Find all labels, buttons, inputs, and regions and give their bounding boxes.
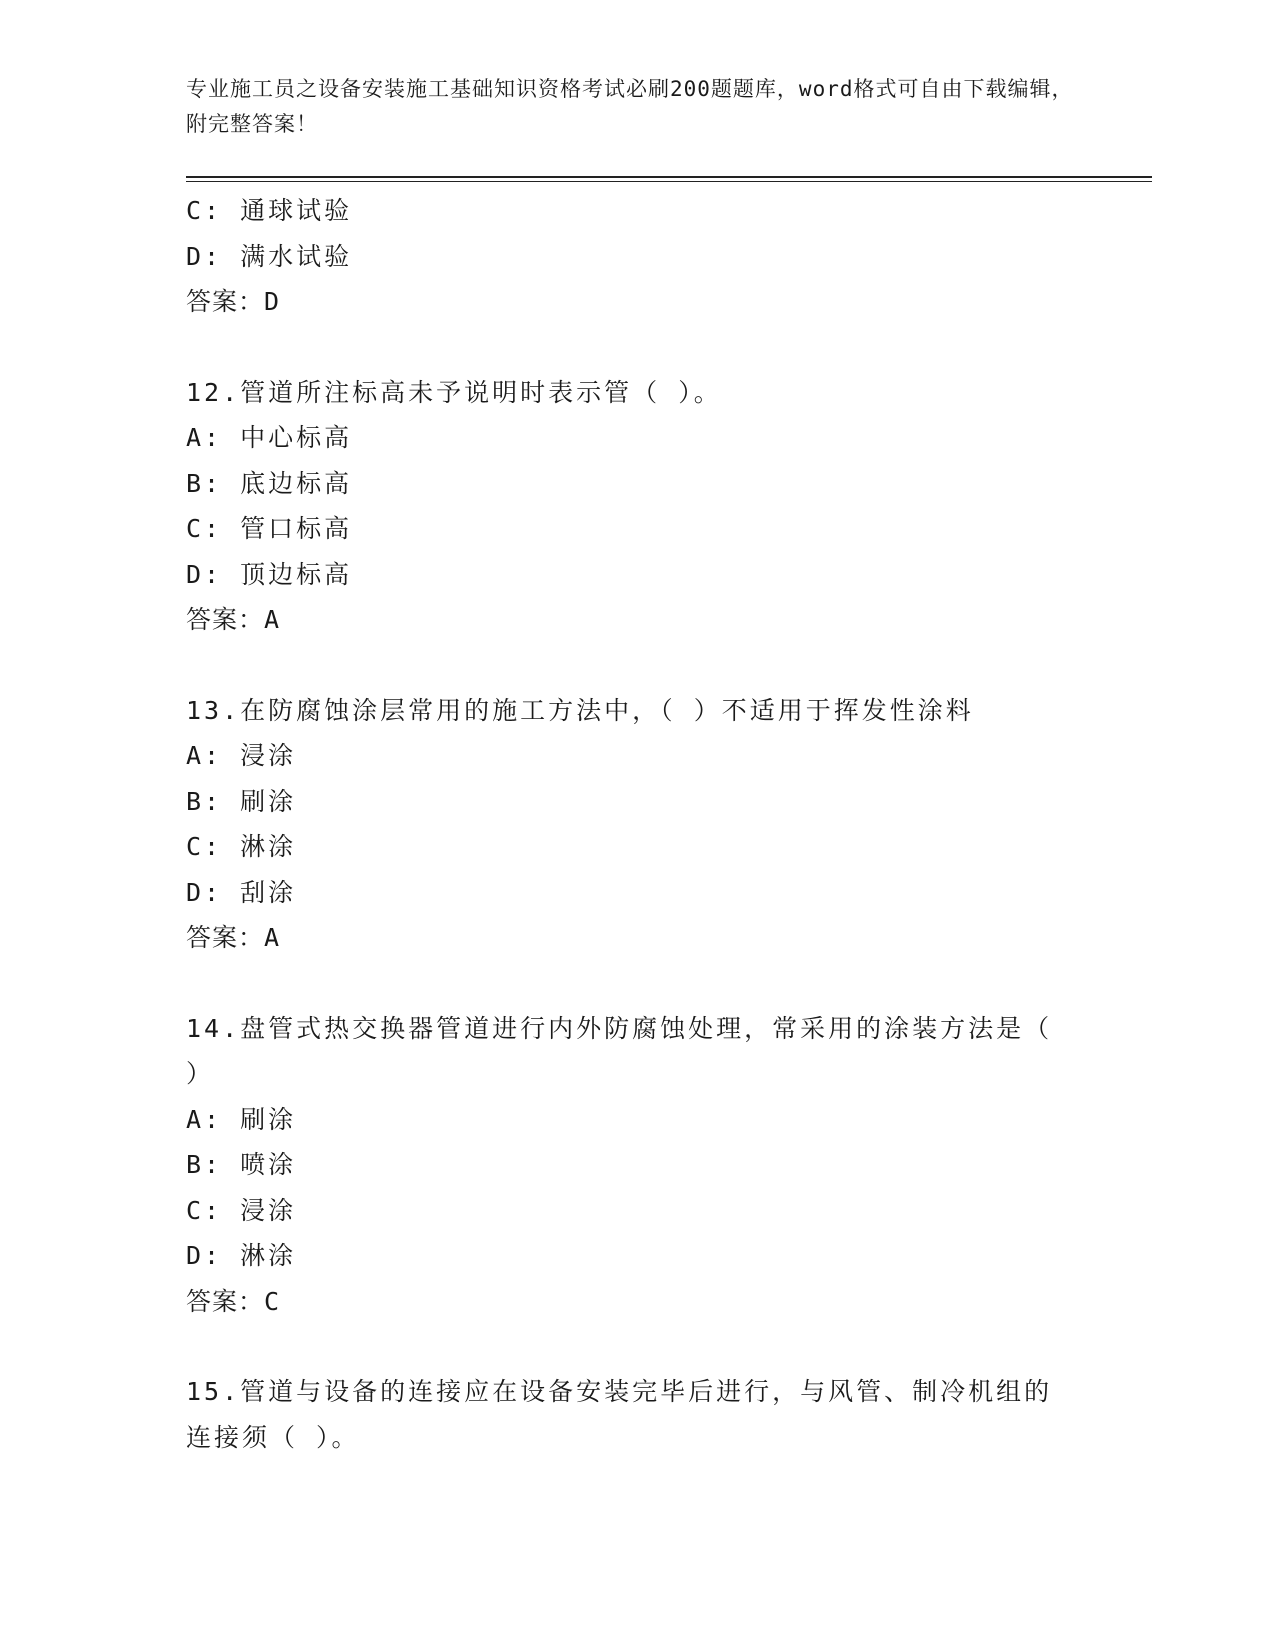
option-label: D: (186, 877, 223, 907)
option-text: 顶边标高 (240, 559, 353, 589)
option-label: B: (186, 786, 223, 816)
option-c (186, 824, 1086, 870)
spacer (186, 643, 1086, 688)
answer: 答案：A (186, 923, 281, 952)
option-label: C: (186, 832, 223, 861)
option-b (186, 461, 1086, 507)
question-15 (186, 1369, 1086, 1460)
option-label: A: (186, 741, 223, 770)
option-text: 淋涂 (240, 832, 297, 861)
option-label: C: (186, 514, 223, 543)
answer: 答案：D (186, 287, 281, 316)
question-11-continued (186, 188, 1086, 325)
option-d (186, 552, 1086, 598)
header-rule-thin (186, 181, 1152, 182)
option-b (186, 1142, 1086, 1188)
question-stem: 13.在防腐蚀涂层常用的施工方法中，（ ）不适用于挥发性涂料 (186, 695, 974, 725)
spacer (186, 325, 1086, 370)
spacer (186, 961, 1086, 1006)
document-header: 专业施工员之设备安装施工基础知识资格考试必刷200题题库，word格式可自由下载编辑，附完整答案！ (186, 77, 1074, 136)
option-label: D: (186, 1241, 223, 1270)
option-label: D: (186, 559, 223, 589)
answer: 答案：C (186, 1286, 281, 1316)
option-text: 中心标高 (240, 423, 353, 452)
spacer (186, 1324, 1086, 1369)
option-label: A: (186, 1104, 223, 1134)
option-label: C: (186, 1195, 223, 1225)
option-text: 刷涂 (240, 786, 297, 816)
option-label: C: (186, 196, 223, 225)
option-label: B: (186, 468, 223, 498)
option-a (186, 415, 1086, 461)
question-13 (186, 688, 1086, 961)
option-b (186, 779, 1086, 825)
option-text: 喷涂 (240, 1150, 297, 1179)
option-text: 浸涂 (240, 741, 297, 770)
question-14 (186, 1006, 1086, 1325)
answer: 答案：A (186, 605, 281, 634)
option-text: 浸涂 (240, 1195, 297, 1225)
option-d (186, 234, 1086, 280)
option-c (186, 506, 1086, 552)
option-text: 满水试验 (240, 241, 353, 271)
option-a (186, 1097, 1086, 1143)
option-text: 刮涂 (240, 877, 297, 907)
option-label: D: (186, 241, 223, 271)
option-text: 管口标高 (240, 514, 353, 543)
option-c (186, 188, 1086, 234)
question-stem: 14.盘管式热交换器管道进行内外防腐蚀处理，常采用的涂装方法是（ ） (186, 1013, 1053, 1088)
question-12 (186, 370, 1086, 643)
option-d (186, 870, 1086, 916)
option-text: 刷涂 (240, 1104, 297, 1134)
option-text: 淋涂 (240, 1241, 297, 1270)
option-d (186, 1233, 1086, 1279)
option-label: A: (186, 423, 223, 452)
question-list (186, 188, 1086, 1460)
header-rule-thick (186, 176, 1152, 178)
option-a (186, 733, 1086, 779)
option-text: 底边标高 (240, 468, 353, 498)
option-label: B: (186, 1150, 223, 1179)
question-stem: 15.管道与设备的连接应在设备安装完毕后进行，与风管、制冷机组的连接须（ ）。 (186, 1377, 1053, 1452)
question-stem: 12.管道所注标高未予说明时表示管（ ）。 (186, 377, 722, 407)
option-c (186, 1188, 1086, 1234)
option-text: 通球试验 (240, 196, 353, 225)
